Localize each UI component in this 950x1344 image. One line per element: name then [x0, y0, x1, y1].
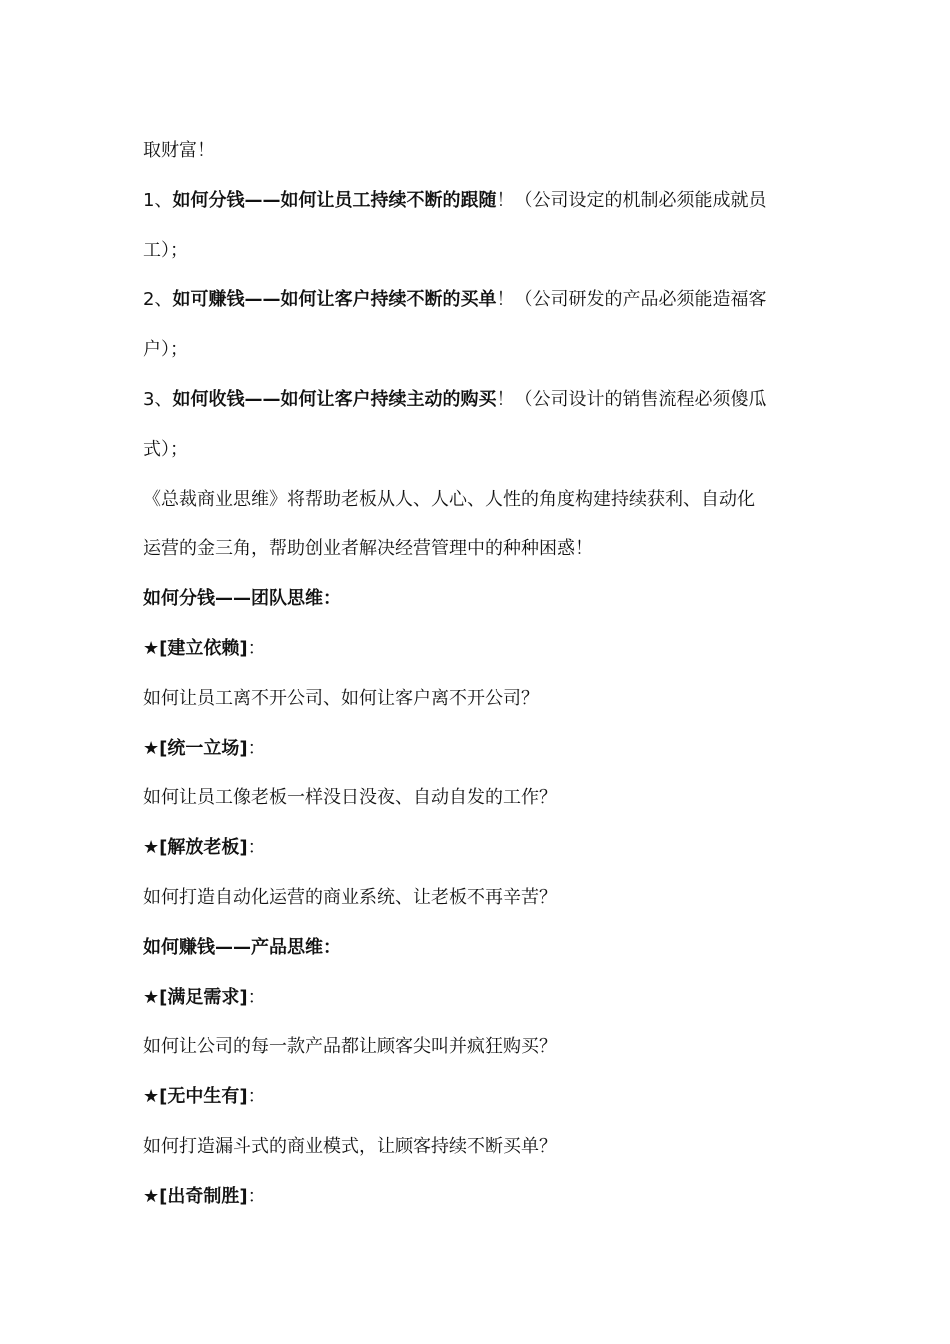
list-item-1-bold: 如何分钱——如何让员工持续不断的跟随: [172, 189, 497, 211]
section-2-point-1-title-line: [143, 973, 823, 1023]
section-2-point-2-text: 如何打造漏斗式的商业模式，让顾客持续不断买单？: [143, 1135, 557, 1157]
list-item-3-number: 3、: [143, 388, 173, 410]
document-body: [143, 126, 823, 1222]
section-2-point-3-title: ★[出奇制胜]: [143, 1185, 248, 1207]
section-2-point-3-colon: ：: [247, 1185, 266, 1207]
intro-tail-text: 取财富！: [143, 140, 215, 161]
summary-line-1: [143, 475, 823, 525]
section-2-point-2-title-line: [143, 1072, 823, 1122]
section-1-point-3-text: 如何打造自动化运营的商业系统、让老板不再辛苦？: [143, 886, 557, 908]
list-item-2-number: 2、: [143, 289, 173, 311]
list-item-1-tail: ！（公司设定的机制必须能成就员: [496, 189, 767, 211]
section-1-point-3-title: ★[解放老板]: [143, 837, 248, 859]
section-1-point-2-colon: ：: [247, 737, 266, 759]
section-2-point-2-title: ★[无中生有]: [143, 1086, 248, 1108]
list-item-3-wrap: 式）；: [143, 438, 188, 460]
list-item-2-bold: 如可赚钱——如何让客户持续不断的买单: [172, 289, 497, 311]
section-1-point-2-text: 如何让员工像老板一样没日没夜、自动自发的工作？: [143, 787, 557, 809]
section-1-point-2-title-line: [143, 724, 823, 774]
section-2-point-1-colon: ：: [247, 986, 266, 1008]
list-item-3-tail: ！（公司设计的销售流程必须傻瓜: [496, 388, 767, 410]
list-item-2-wrap-line: [143, 325, 823, 375]
list-item-3-bold: 如何收钱——如何让客户持续主动的购买: [172, 388, 497, 410]
section-1-point-3-colon: ：: [247, 837, 266, 859]
section-1-point-3-title-line: [143, 823, 823, 873]
list-item-1: [143, 176, 823, 226]
list-item-3: [143, 375, 823, 425]
section-2-heading: 如何赚钱——产品思维：: [143, 936, 341, 958]
section-2-point-2-colon: ：: [247, 1086, 266, 1108]
section-2-point-3-title-line: [143, 1172, 823, 1222]
list-item-2-wrap: 户）；: [143, 339, 188, 361]
list-item-2: [143, 275, 823, 325]
section-1-point-1-text: 如何让员工离不开公司、如何让客户离不开公司？: [143, 687, 539, 709]
section-2-point-1-text: 如何让公司的每一款产品都让顾客尖叫并疯狂购买？: [143, 1036, 557, 1058]
list-item-2-tail: ！（公司研发的产品必须能造福客: [496, 289, 767, 311]
section-1-heading: 如何分钱——团队思维：: [143, 588, 341, 610]
intro-tail-line: [143, 126, 823, 176]
section-1-point-1-colon: ：: [247, 637, 266, 659]
summary-text-1: 《总裁商业思维》将帮助老板从人、人心、人性的角度构建持续获利、自动化: [143, 488, 755, 510]
section-2-point-1-title: ★[满足需求]: [143, 986, 248, 1008]
list-item-1-wrap-line: [143, 226, 823, 276]
section-1-point-2-title: ★[统一立场]: [143, 737, 248, 759]
list-item-1-number: 1、: [143, 189, 173, 211]
section-1-point-1-title-line: [143, 624, 823, 674]
list-item-1-wrap: 工）；: [143, 239, 188, 261]
list-item-3-wrap-line: [143, 425, 823, 475]
summary-line-2: [143, 524, 823, 574]
section-1-point-1-title: ★[建立依赖]: [143, 637, 248, 659]
summary-text-2: 运营的金三角，帮助创业者解决经营管理中的种种困惑！: [143, 538, 593, 560]
